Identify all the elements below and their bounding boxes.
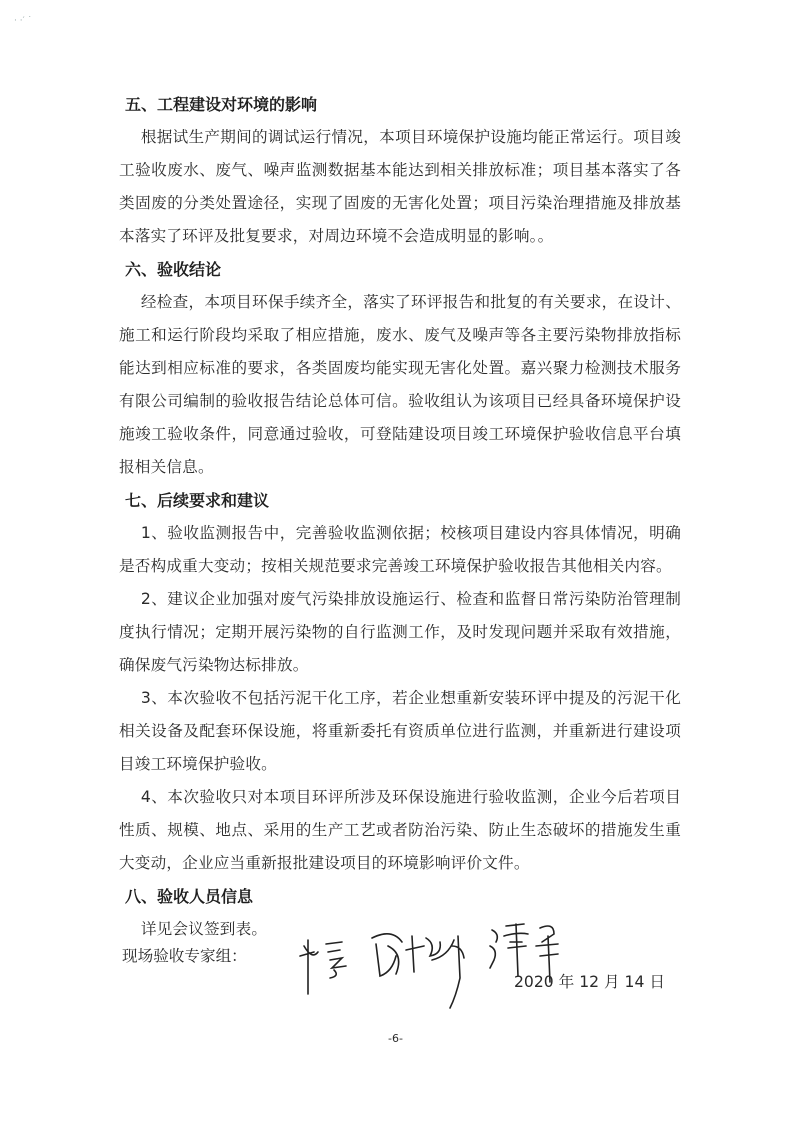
signature-label: 现场验收专家组： [122, 947, 247, 965]
list-item: 1、验收监测报告中，完善验收监测依据；校核项目建设内容具体情况，明确是否构成重大变动；按相关规范要求完善竣工环境保护验收报告其他相关内容。 [119, 524, 681, 575]
document-body [119, 88, 681, 946]
signature-1 [300, 940, 346, 994]
section-5 [119, 88, 681, 253]
paragraph: 详见会议签到表。 [140, 920, 268, 938]
section-heading: 六、验收结论 [125, 260, 222, 279]
handwritten-signatures [292, 916, 652, 1016]
section-heading: 八、验收人员信息 [125, 887, 254, 906]
signature-block [122, 932, 682, 1012]
section-7 [119, 484, 681, 880]
section-heading: 七、后续要求和建议 [125, 491, 270, 510]
list-item: 4、本次验收只对本项目环评所涉及环保设施进行验收监测，企业今后若项目性质、规模、地点、采用的生产工艺或者防治污染、防止生态破坏的措施发生重大变动，企业应当重新报批建设项目的环境影响评价文件。 [119, 788, 681, 872]
paragraph: 根据试生产期间的调试运行情况，本项目环境保护设施均能正常运行。项目竣工验收废水、废气、噪声监测数据基本能达到相关排放标准；项目基本落实了各类固废的分类处置途径，实现了固废的无害化处置；项目污染治理措施及排放基本落实了环评及批复要求，对周边环境不会造成明显的影响。。 [119, 128, 681, 245]
list-item: 3、本次验收不包括污泥干化工序，若企业想重新安装环评中提及的污泥干化相关设备及配套环保设施，将重新委托有资质单位进行监测，并重新进行建设项目竣工环境保护验收。 [119, 689, 681, 773]
page-number: -6- [388, 1032, 403, 1045]
scan-speck: · ·′ ˙ [14, 16, 32, 26]
section-6 [119, 253, 681, 484]
paragraph: 经检查，本项目环保手续齐全，落实了环评报告和批复的有关要求，在设计、施工和运行阶段均采取了相应措施，废水、废气及噪声等各主要污染物排放指标能达到相应标准的要求，各类固废均能实现无害化处置。嘉兴聚力检测技术服务有限公司编制的验收报告结论总体可信。验收组认为该项目已经具备环境保护设施竣工验收条件，同意通过验收，可登陆建设项目竣工环境保护验收信息平台填报相关信息。 [119, 293, 681, 476]
section-heading: 五、工程建设对环境的影响 [125, 95, 318, 114]
list-item: 2、建议企业加强对废气污染排放设施运行、检查和监督日常污染防治管理制度执行情况；定期开展污染物的自行监测工作，及时发现问题并采取有效措施，确保废气污染物达标排放。 [119, 590, 681, 674]
signature-2 [372, 934, 464, 1008]
signature-date: 2020 年 12 月 14 日 [514, 973, 665, 991]
